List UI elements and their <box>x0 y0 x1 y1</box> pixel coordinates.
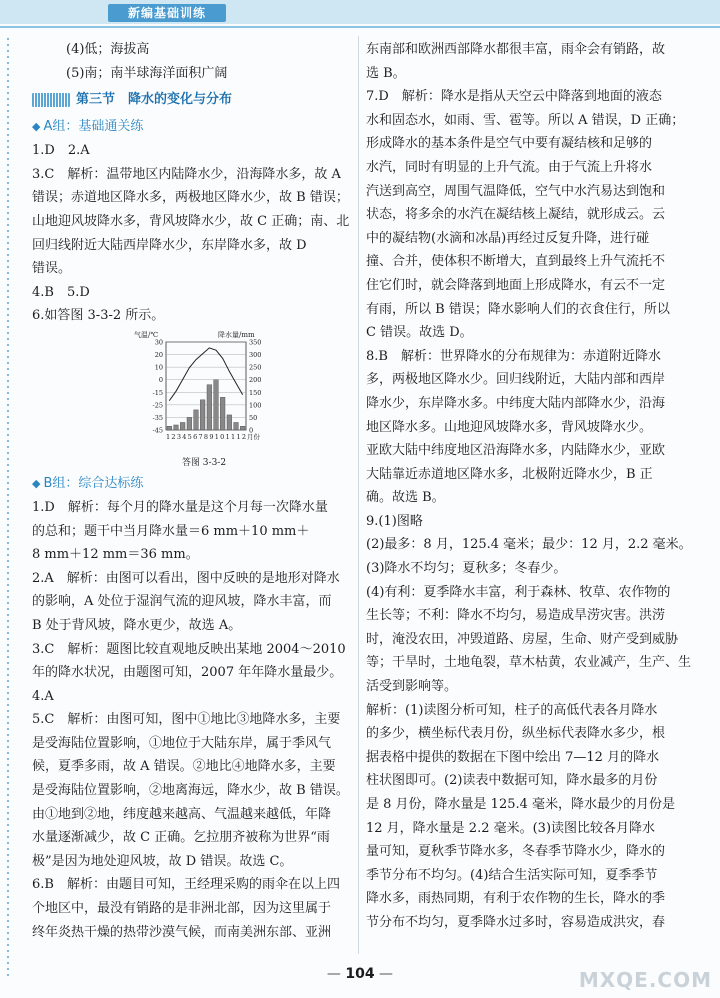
text-line: 由①地到②地，纬度越来越高、气温越来越低，年降 <box>32 806 332 822</box>
text-line: 的影响，A 处位于湿润气流的迎风坡，降水丰富，而 <box>32 594 332 610</box>
group-b-answers <box>32 496 350 944</box>
group-b-label: B组：综合达标练 <box>43 475 144 491</box>
text-line: 山地迎风坡降水多，背风坡降水少，故 C 正确；南、北 <box>32 213 350 229</box>
chart-svg <box>134 328 274 454</box>
text-line: 确。故选 B。 <box>366 490 445 506</box>
right-column <box>366 38 692 935</box>
page-number-value: 104 <box>345 966 375 982</box>
text-line: 4.B 5.D <box>32 284 90 300</box>
text-line: 节分布不均匀，夏季降水过多时，容易造成洪灾，春 <box>366 914 666 930</box>
header-stripe <box>0 26 720 28</box>
climate-chart <box>134 328 274 454</box>
text-line: 地区降水多。山地迎风坡降水多，背风坡降水少。 <box>366 419 653 435</box>
text-line: 等；干旱时，土地龟裂，草木枯黄，农业减产，生产、生 <box>366 655 692 671</box>
text-line: 错误。 <box>32 261 72 277</box>
left-tick-label: 20 <box>154 351 163 360</box>
text-line: 6.如答图 3-3-2 所示。 <box>32 308 165 324</box>
text-line: 水量逐渐减少，故 C 正确。乞拉朋齐被称为世界“雨 <box>32 830 330 846</box>
section-marker <box>32 93 70 107</box>
text-line: 是 8 月份，降水量是 125.4 毫米，降水最少的月份是 <box>366 797 676 812</box>
text-line: 4.A <box>32 688 54 704</box>
text-line: (4)有利：夏季降水丰富，利于森林、牧草、农作物的 <box>366 584 671 600</box>
text-line: 极”是因为地处迎风坡，故 D 错误。故选 C。 <box>32 853 293 869</box>
left-tick-label: -15 <box>152 388 163 397</box>
text-line: 选 B。 <box>366 65 406 81</box>
text-line: 解析：(1)读图分析可知，柱子的高低代表各月降水 <box>366 702 658 718</box>
section-title: 第三节 降水的变化与分布 <box>76 92 233 108</box>
group-a-answers <box>32 139 350 328</box>
text-line: 2.A 解析：由图可以看出，图中反映的是地形对降水 <box>32 570 340 586</box>
text-line: 水汽，同时有明显的上升气流。由于气流上升将水 <box>366 159 653 175</box>
text-line: 的总和；题干中当月降水量＝6 mm＋10 mm＋ <box>32 523 310 539</box>
right-tick-label: 100 <box>249 401 262 410</box>
chart-caption: 答图 3-3-2 <box>181 457 227 468</box>
precip-bar <box>234 422 239 430</box>
text-line: (5)南；南半球海洋面积广阔 <box>66 65 228 81</box>
diamond-icon: ◆ <box>32 120 41 134</box>
text-line: 回归线附近大陆西岸降水少，东岸降水多，故 D <box>32 237 307 253</box>
text-line: 8.B 解析：世界降水的分布规律为：赤道附近降水 <box>366 348 661 364</box>
left-tick-label: 30 <box>154 338 163 347</box>
diamond-icon: ◆ <box>32 476 41 490</box>
precip-bar <box>167 426 172 430</box>
right-tick-label: 250 <box>249 363 262 372</box>
text-line: 形成降水的基本条件是空气中要有凝结核和足够的 <box>366 136 653 152</box>
text-line: 终年炎热干燥的热带沙漠气候，而南美洲东部、亚洲 <box>32 924 332 940</box>
right-axis-label: 降水量/mm <box>218 330 255 339</box>
page-number: — 104 — <box>326 966 394 982</box>
text-line: B 处于背风坡，降水更少，故选 A。 <box>32 617 242 633</box>
text-line: 候，夏季多雨，故 A 错误。②地比④地降水多，主要 <box>32 759 336 775</box>
left-tick-label: 10 <box>154 363 163 372</box>
text-line: (3)降水不均匀；夏秋多；冬春少。 <box>366 561 567 577</box>
header-tab: 新编基础训练 <box>108 4 226 22</box>
right-tick-label: 150 <box>249 388 262 397</box>
right-tick-label: 300 <box>249 351 262 360</box>
text-line: (2)最多：8 月，125.4 毫米；最少：12 月，2.2 毫米。 <box>366 537 692 553</box>
x-tick-labels: 123456789101112 <box>166 432 246 441</box>
text-line: 降水多，雨热同期，有利于农作物的生长，降水的季 <box>366 891 666 907</box>
text-line: 是受海陆位置影响，②地离海远，降水少，故 B 错误。 <box>32 783 349 799</box>
left-tick-label: -35 <box>152 413 163 422</box>
text-line: 1.D 解析：每个月的降水量是这个月每一次降水量 <box>32 499 328 515</box>
text-line: 据表格中提供的数据在下图中绘出 7—12 月的降水 <box>366 749 660 765</box>
x-axis-label: 月份 <box>247 432 260 441</box>
text-line: 亚欧大陆中纬度地区沿海降水多，内陆降水少，亚欧 <box>366 443 666 459</box>
precip-bar <box>227 415 232 430</box>
precip-bar <box>214 380 219 430</box>
plot-frame <box>166 342 246 430</box>
margin-dots <box>6 36 10 976</box>
precip-bar <box>207 385 212 430</box>
text-line: 活受到影响等。 <box>366 679 458 695</box>
precip-bar <box>194 410 199 430</box>
page-header <box>0 0 720 30</box>
precip-bar <box>187 417 192 430</box>
text-line: 有雨，所以 B 错误；降水影响人们的衣食住行，所以 <box>366 301 670 317</box>
text-line: 年的降水状况，由题图可知，2007 年年降水量最少。 <box>32 665 343 681</box>
column-divider <box>358 36 359 954</box>
text-line: 3.C 解析：题图比较直观地反映出某地 2004～2010 <box>32 641 346 657</box>
precip-bar <box>200 400 205 430</box>
left-axis-label: 气温/℃ <box>134 330 159 339</box>
text-line: 季节分布不均匀。(4)结合生活实际可知，夏季季节 <box>366 867 658 883</box>
group-a-heading <box>32 115 350 139</box>
left-column <box>32 38 350 944</box>
precip-bar <box>180 422 185 430</box>
temperature-line <box>169 348 242 401</box>
watermark: MXQE.COM <box>578 968 712 992</box>
text-line: 柱状图即可。(2)读表中数据可知，降水最多的月份 <box>366 773 658 789</box>
left-tick-label: -25 <box>152 401 163 410</box>
text-line: 个地区中，最没有销路的是非洲北部，因为这里属于 <box>32 901 332 917</box>
text-line: 7.D 解析：降水是指从天空云中降落到地面的液态 <box>366 89 662 105</box>
left-tick-label: 0 <box>158 376 163 385</box>
text-line: 中的凝结物(水滴和冰晶)再经过反复升降，进行碰 <box>366 230 650 246</box>
text-line: 多，两极地区降水少。回归线附近，大陆内部和西岸 <box>366 372 666 388</box>
text-line: 降水少，东岸降水多。中纬度大陆内部降水少，沿海 <box>366 395 666 411</box>
text-line: 6.B 解析：由题目可知，王经理采购的雨伞在以上四 <box>32 877 340 893</box>
precip-bar <box>220 397 225 430</box>
precip-bar <box>240 426 245 430</box>
text-line: 生长等；不利：降水不均匀，易造成旱涝灾害。洪涝 <box>366 608 666 624</box>
text-line: C 错误。故选 D。 <box>366 325 473 341</box>
text-line: 的多少，横坐标代表月份，纵坐标代表降水多少，根 <box>366 726 666 742</box>
right-tick-label: 350 <box>249 338 262 347</box>
text-line: (4)低；海拔高 <box>66 42 150 57</box>
text-line: 时，淹没农田，冲毁道路、房屋，生命、财产受到威胁 <box>366 631 679 647</box>
text-line: 撞、合并，使体积不断增大，直到最终上升气流托不 <box>366 254 666 270</box>
right-tick-label: 0 <box>249 426 254 435</box>
text-line: 8 mm＋12 mm＝36 mm。 <box>32 547 199 563</box>
group-a-label: A组：基础通关练 <box>43 119 144 135</box>
text-line: 大陆靠近赤道地区降水多，北极附近降水少，B 正 <box>366 466 653 482</box>
text-line: 5.C 解析：由图可知，图中①地比③地降水多，主要 <box>32 712 341 728</box>
text-line: 水和固态水，如雨、雪、雹等。所以 A 错误，D 正确； <box>366 112 685 128</box>
text-line: 住它们时，就会降落到地面上形成降水，有云不一定 <box>366 277 666 293</box>
text-line: 9.(1)图略 <box>366 513 423 529</box>
text-line: 错误；赤道地区降水多，两极地区降水少，故 B 错误； <box>32 190 349 206</box>
group-b-heading <box>32 472 350 496</box>
right-tick-label: 200 <box>249 376 262 385</box>
text-line: 3.C 解析：温带地区内陆降水少，沿海降水多，故 A <box>32 166 341 182</box>
text-line: 1.D 2.A <box>32 143 90 159</box>
text-line: 汽送到高空，周围气温降低，空气中水汽易达到饱和 <box>366 183 666 199</box>
right-tick-label: 50 <box>249 413 258 422</box>
section-heading <box>32 87 350 113</box>
text-line: 东南部和欧洲西部降水都很丰富，雨伞会有销路，故 <box>366 42 666 57</box>
left-tick-label: -45 <box>152 426 163 435</box>
text-line: 状态，将多余的水汽在凝结核上凝结，就形成云。云 <box>366 207 666 223</box>
text-line: 是受海陆位置影响，①地位于大陆东岸，属于季风气 <box>32 735 332 751</box>
precip-bar <box>174 425 179 430</box>
text-line: 量可知，夏秋季节降水多，冬春季节降水少，降水的 <box>366 844 666 860</box>
text-line: 12 月，降水量是 2.2 毫米。(3)读图比较各月降水 <box>366 820 656 836</box>
